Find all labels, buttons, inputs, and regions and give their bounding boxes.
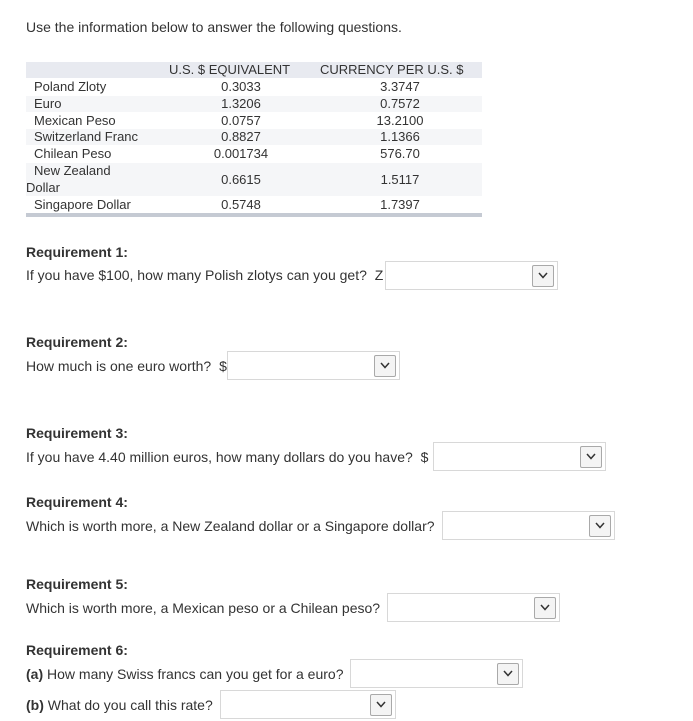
chevron-down-icon[interactable] bbox=[534, 597, 556, 619]
requirement-3-question bbox=[26, 449, 428, 465]
chevron-down-icon[interactable] bbox=[497, 663, 519, 685]
table-row bbox=[26, 96, 482, 112]
requirement-2-question bbox=[26, 358, 227, 374]
question-text: How many Swiss francs can you get for a euro? bbox=[47, 666, 344, 682]
requirement-6-title: Requirement 6: bbox=[26, 642, 128, 658]
table-row bbox=[26, 146, 482, 162]
requirement-1-title: Requirement 1: bbox=[26, 244, 128, 260]
table-row bbox=[26, 113, 482, 129]
header-currency-per-usd: CURRENCY PER U.S. $ bbox=[320, 62, 464, 77]
currency-prefix: $ bbox=[420, 449, 429, 465]
requirement-4-answer-dropdown[interactable] bbox=[442, 511, 615, 540]
currency-name-line2: Dollar bbox=[26, 180, 60, 195]
currency-per-usd-value: 576.70 bbox=[380, 146, 420, 161]
usd-equivalent-value: 0.001734 bbox=[213, 146, 269, 161]
requirement-6b-input[interactable] bbox=[221, 691, 377, 718]
requirement-5-question: Which is worth more, a Mexican peso or a Chilean peso? bbox=[26, 600, 381, 616]
usd-equivalent-value: 0.0757 bbox=[221, 113, 261, 128]
table-row bbox=[26, 79, 482, 95]
requirement-4-title: Requirement 4: bbox=[26, 494, 128, 510]
requirement-2-title: Requirement 2: bbox=[26, 334, 128, 350]
question-text: If you have $100, how many Polish zlotys can you get? bbox=[26, 267, 367, 283]
currency-name: Mexican Peso bbox=[34, 113, 116, 128]
usd-equivalent-value: 0.6615 bbox=[221, 172, 261, 187]
requirement-1-question bbox=[26, 267, 383, 283]
requirement-4-question: Which is worth more, a New Zealand dollar or a Singapore dollar? bbox=[26, 518, 435, 534]
currency-per-usd-value: 13.2100 bbox=[376, 113, 424, 128]
currency-name-line1: New Zealand bbox=[34, 163, 111, 178]
question-text: How much is one euro worth? bbox=[26, 358, 212, 374]
requirement-6a-answer-dropdown[interactable] bbox=[350, 659, 523, 688]
requirement-5-title: Requirement 5: bbox=[26, 576, 128, 592]
usd-equivalent-value: 0.5748 bbox=[221, 197, 261, 212]
requirement-3-title: Requirement 3: bbox=[26, 425, 128, 441]
question-text: If you have 4.40 million euros, how many dollars do you have? bbox=[26, 449, 413, 465]
table-bottom-rule bbox=[26, 213, 482, 217]
requirement-6b-question bbox=[26, 697, 213, 713]
chevron-down-icon[interactable] bbox=[589, 515, 611, 537]
chevron-down-icon[interactable] bbox=[580, 446, 602, 468]
requirement-5-input[interactable] bbox=[388, 594, 541, 621]
currency-name: Euro bbox=[34, 96, 62, 111]
usd-equivalent-value: 0.8827 bbox=[221, 129, 261, 144]
part-a-label: (a) bbox=[26, 666, 44, 682]
currency-name: Poland Zloty bbox=[34, 79, 107, 94]
currency-name: Chilean Peso bbox=[34, 146, 112, 161]
requirement-3-input[interactable] bbox=[434, 443, 587, 470]
requirement-6a-input[interactable] bbox=[351, 660, 504, 687]
part-b-label: (b) bbox=[26, 697, 44, 713]
currency-prefix: Z bbox=[374, 267, 384, 283]
table-row bbox=[26, 197, 482, 213]
usd-equivalent-value: 1.3206 bbox=[221, 96, 261, 111]
instructions: Use the information below to answer the following questions. bbox=[26, 19, 402, 35]
requirement-2-answer-dropdown[interactable] bbox=[227, 351, 400, 380]
table-row bbox=[26, 163, 482, 196]
currency-per-usd-value: 3.3747 bbox=[380, 79, 420, 94]
currency-name: Switzerland Franc bbox=[34, 129, 139, 144]
requirement-3-answer-dropdown[interactable] bbox=[433, 442, 606, 471]
chevron-down-icon[interactable] bbox=[370, 694, 392, 716]
exchange-rate-table bbox=[26, 62, 482, 218]
question-text: What do you call this rate? bbox=[47, 697, 213, 713]
requirement-1-input[interactable] bbox=[386, 262, 539, 289]
currency-per-usd-value: 1.5117 bbox=[380, 172, 420, 187]
requirement-2-input[interactable] bbox=[228, 352, 381, 379]
table-row bbox=[26, 129, 482, 145]
requirement-6a-question bbox=[26, 666, 343, 682]
currency-per-usd-value: 1.7397 bbox=[380, 197, 420, 212]
currency-per-usd-value: 0.7572 bbox=[380, 96, 420, 111]
requirement-6b-answer-dropdown[interactable] bbox=[220, 690, 396, 719]
requirement-4-input[interactable] bbox=[443, 512, 596, 539]
usd-equivalent-value: 0.3033 bbox=[221, 79, 261, 94]
header-usd-equivalent: U.S. $ EQUIVALENT bbox=[169, 62, 291, 77]
requirement-5-answer-dropdown[interactable] bbox=[387, 593, 560, 622]
chevron-down-icon[interactable] bbox=[374, 355, 396, 377]
currency-per-usd-value: 1.1366 bbox=[380, 129, 420, 144]
currency-prefix: $ bbox=[219, 358, 227, 374]
currency-name: Singapore Dollar bbox=[34, 197, 131, 212]
table-header bbox=[26, 62, 482, 78]
chevron-down-icon[interactable] bbox=[532, 265, 554, 287]
requirement-1-answer-dropdown[interactable] bbox=[385, 261, 558, 290]
